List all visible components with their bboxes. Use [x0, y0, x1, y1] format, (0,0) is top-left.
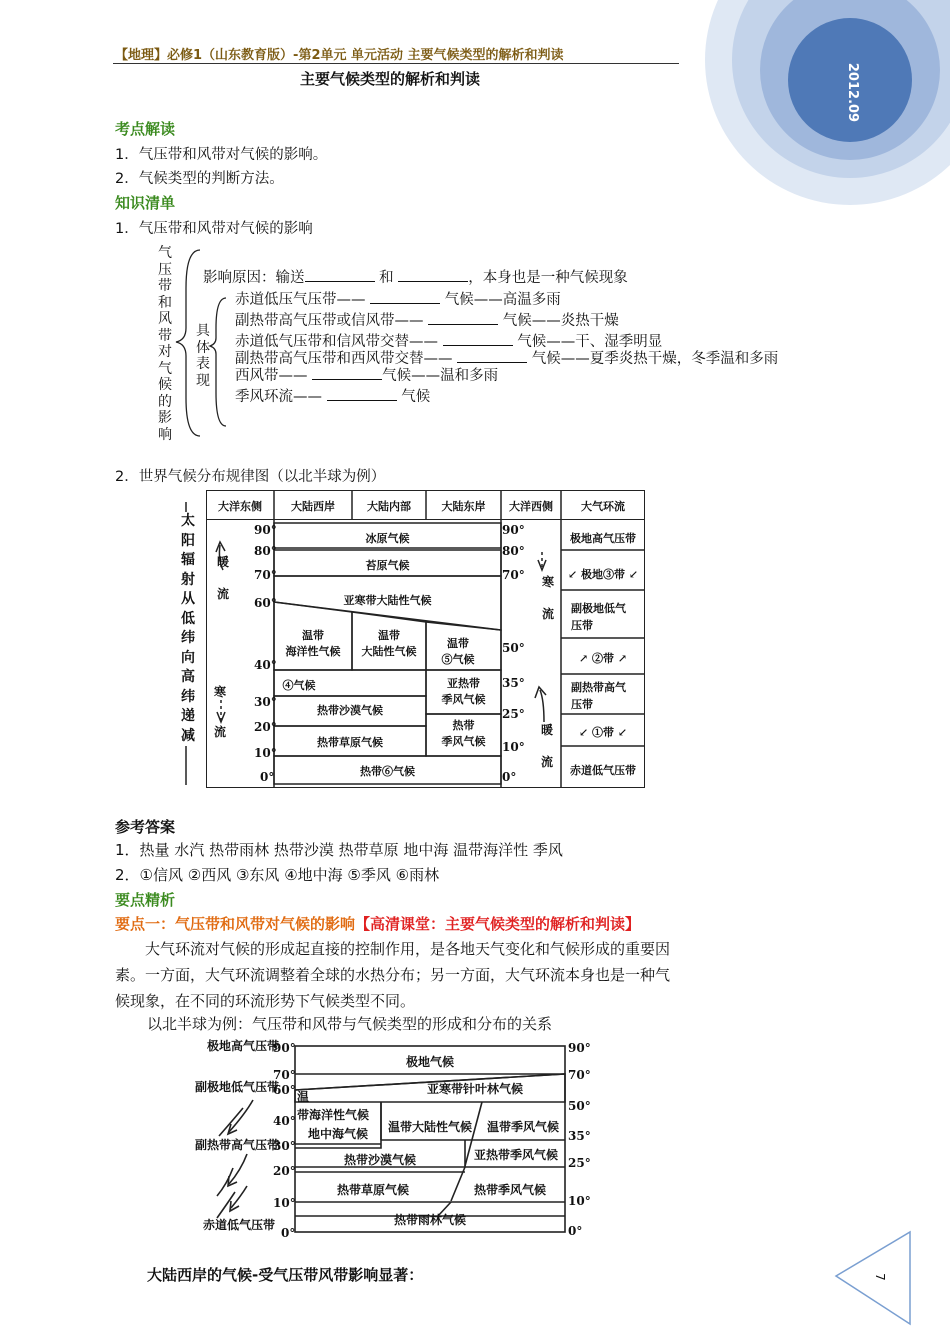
detail-row-2: 副热带高气压带或信风带—— 气候——炎热干燥 [235, 313, 619, 329]
d2-lat-left-40: 40° [273, 1114, 296, 1128]
kaodian-item-1: 1．气压带和风带对气候的影响。 [115, 147, 328, 163]
right-cold-current: 寒流 [541, 575, 554, 621]
running-header: 【地理】必修1（山东教育版）-第2单元 单元活动 主要气候类型的解析和判读 [115, 48, 564, 63]
heading-zhishi: 知识清单 [115, 194, 176, 212]
brace-mid-label: 具体表现 [196, 323, 210, 389]
d2-lat-left-70: 70° [273, 1068, 296, 1082]
lat-left-20: 20° [254, 720, 277, 734]
cell-climate-4: ④气候 [282, 679, 316, 692]
circ-trade-winds: ↙ ①带 ↙ [578, 726, 628, 739]
lat-left-60: 60° [254, 596, 277, 610]
cell-ice-cap: 冰原气候 [365, 532, 410, 545]
d2-lat-left-0: 0° [281, 1226, 296, 1240]
heading-kaodian: 考点解读 [115, 120, 176, 138]
header-rule [113, 63, 679, 64]
d2-cell-mediterranean: 地中海气候 [307, 1127, 368, 1141]
col-continent-interior: 大陆内部 [367, 500, 411, 513]
belt-equatorial-low: 赤道低气压带 [202, 1218, 275, 1232]
right-warm-current: 暖流 [540, 723, 553, 769]
cell-temperate-continental: 温带 大陆性气候 [361, 629, 417, 658]
d2-lat-left-20: 20° [273, 1164, 296, 1178]
cell-tundra: 苔原气候 [365, 559, 410, 572]
d2-cell-tropical-monsoon: 热带季风气候 [473, 1183, 546, 1197]
answers-line-2: 2．①信风 ②西风 ③东风 ④地中海 ⑤季风 ⑥雨林 [115, 866, 440, 884]
left-cold-current: 寒流 [213, 685, 226, 739]
detail-row-3: 赤道低气压带和信风带交替—— 气候——干、湿季明显 [235, 334, 663, 350]
cell-tropical-monsoon: 热带 季风气候 [441, 719, 486, 748]
d2-cell-temperate-continental: 温带大陆性气候 [387, 1120, 472, 1134]
answers-line-1: 1．热量 水汽 热带雨林 热带沙漠 热带草原 地中海 温带海洋性 季风 [115, 841, 563, 859]
cell-subtropical-monsoon: 亚热带 季风气候 [441, 677, 486, 706]
d2-lat-right-25: 25° [568, 1156, 591, 1170]
pressure-belt-climate-diagram [185, 1036, 605, 1246]
point1-heading: 要点一：气压带和风带对气候的影响【高清课堂：主要气候类型的解析和判读】 [115, 915, 641, 933]
lat-right-80: 80° [502, 544, 525, 558]
cell-temperate-5: 温带 ⑤气候 [441, 637, 475, 666]
col-circulation: 大气环流 [581, 500, 625, 513]
detail-row-5: 西风带—— 气候——温和多雨 [235, 368, 499, 384]
lat-right-90: 90° [502, 523, 525, 537]
cell-tropical-6: 热带⑥气候 [360, 765, 415, 778]
cell-subarctic: 亚寒带大陆性气候 [343, 594, 432, 607]
cell-tropical-desert: 热带沙漠气候 [317, 704, 383, 717]
lat-right-25: 25° [502, 707, 525, 721]
reason-line: 影响原因：输送 和 ，本身也是一种气候现象 [203, 270, 628, 286]
lat-right-10: 10° [502, 740, 525, 754]
belt-subpolar-low: 副极地低气压带 [194, 1080, 279, 1094]
lat-left-40: 40° [254, 658, 277, 672]
belt-subtropical-high: 副热带高气压带 [194, 1138, 279, 1152]
decorative-circles [700, 0, 950, 220]
lat-right-0: 0° [502, 770, 517, 784]
d2-cell-subtropical-monsoon: 亚热带季风气候 [473, 1148, 558, 1162]
lat-right-50: 50° [502, 641, 525, 655]
d2-cell-polar: 极地气候 [405, 1055, 454, 1069]
analysis-paragraph-2: 以北半球为例：气压带和风带与气候类型的形成和分布的关系 [147, 1015, 553, 1033]
heading-analysis: 要点精析 [115, 891, 176, 909]
belt-polar-high: 极地高气压带 [206, 1039, 279, 1053]
analysis-paragraph-1: 大气环流对气候的形成起直接的控制作用，是各地天气变化和气候形成的重要因素。一方面，大气环流调整着全球的水热分布；另一方面，大气环流本身也是一种气候现象，在不同的环流形势下气候类型不同。 [115, 940, 671, 1010]
d2-lat-right-90: 90° [568, 1041, 591, 1055]
d2-lat-left-90: 90° [273, 1041, 296, 1055]
lat-left-30: 30° [254, 695, 277, 709]
date-badge: 2012.09 [845, 62, 861, 123]
d2-lat-right-35: 35° [568, 1129, 591, 1143]
lat-left-70: 70° [254, 568, 277, 582]
lat-right-70: 70° [502, 568, 525, 582]
footer-heading: 大陆西岸的气候-受气压带风带影响显著： [147, 1266, 424, 1284]
climate-distribution-diagram [178, 490, 645, 788]
kaodian-item-2: 2．气候类型的判断方法。 [115, 171, 284, 187]
brace-left-label: 气压带和风带对气候的影响 [158, 245, 172, 443]
col-continent-east: 大陆东岸 [441, 500, 486, 513]
d2-cell-savanna: 热带草原气候 [336, 1183, 409, 1197]
document-title: 主要气候类型的解析和判读 [300, 70, 481, 88]
d2-lat-left-30: 30° [273, 1139, 296, 1153]
d2-lat-left-10: 10° [273, 1196, 296, 1210]
d2-cell-tropical-desert: 热带沙漠气候 [343, 1153, 416, 1167]
zhishi-item-2: 2．世界气候分布规律图（以北半球为例） [115, 469, 386, 485]
d2-lat-right-50: 50° [568, 1099, 591, 1113]
cell-temperate-oceanic: 温带 海洋性气候 [285, 629, 341, 658]
detail-row-4: 副热带高气压带和西风带交替—— 气候——夏季炎热干燥，冬季温和多雨 [235, 351, 779, 367]
d2-cell-temperate-monsoon: 温带季风气候 [486, 1120, 559, 1134]
col-continent-west: 大陆西岸 [291, 500, 335, 513]
left-warm-current: 暖流 [216, 555, 229, 601]
d2-lat-right-70: 70° [568, 1068, 591, 1082]
answers-heading: 参考答案 [115, 818, 176, 836]
detail-row-6: 季风环流—— 气候 [235, 389, 431, 405]
lat-left-90: 90° [254, 523, 277, 537]
lat-left-80: 80° [254, 544, 277, 558]
solar-radiation-label: 太阳辐射从低纬向高纬递减 [180, 512, 196, 746]
circ-subtropical-high: 副热带高气压带 [571, 681, 626, 711]
page-number: 7 [872, 1273, 887, 1281]
d2-cell-rainforest: 热带雨林气候 [393, 1213, 466, 1227]
circ-westerlies: ↗ ②带 ↗ [578, 652, 628, 665]
lat-left-0: 0° [260, 770, 275, 784]
d2-cell-temperate-oceanic: 温 带海洋性气候 [297, 1090, 370, 1122]
circ-polar-high: 极地高气压带 [570, 532, 636, 545]
d2-lat-left-60: 60° [273, 1083, 296, 1097]
cell-savanna: 热带草原气候 [317, 736, 383, 749]
circ-equatorial-low: 赤道低气压带 [570, 764, 636, 777]
zhishi-item-1: 1．气压带和风带对气候的影响 [115, 221, 313, 237]
hd-class-link[interactable]: 【高清课堂：主要气候类型的解析和判读】 [355, 915, 641, 933]
col-ocean-west: 大洋西侧 [509, 500, 553, 513]
circ-subpolar-low: 副极地低气压带 [571, 602, 626, 632]
circ-polar-easterlies: ↙ 极地③带 ↙ [567, 568, 639, 581]
lat-right-35: 35° [502, 676, 525, 690]
col-ocean-east: 大洋东侧 [218, 500, 262, 513]
d2-lat-right-0: 0° [568, 1224, 583, 1238]
lat-left-10: 10° [254, 746, 277, 760]
detail-row-1: 赤道低压气压带—— 气候——高温多雨 [235, 292, 561, 308]
d2-lat-right-10: 10° [568, 1194, 591, 1208]
d2-cell-taiga: 亚寒带针叶林气候 [426, 1082, 523, 1096]
